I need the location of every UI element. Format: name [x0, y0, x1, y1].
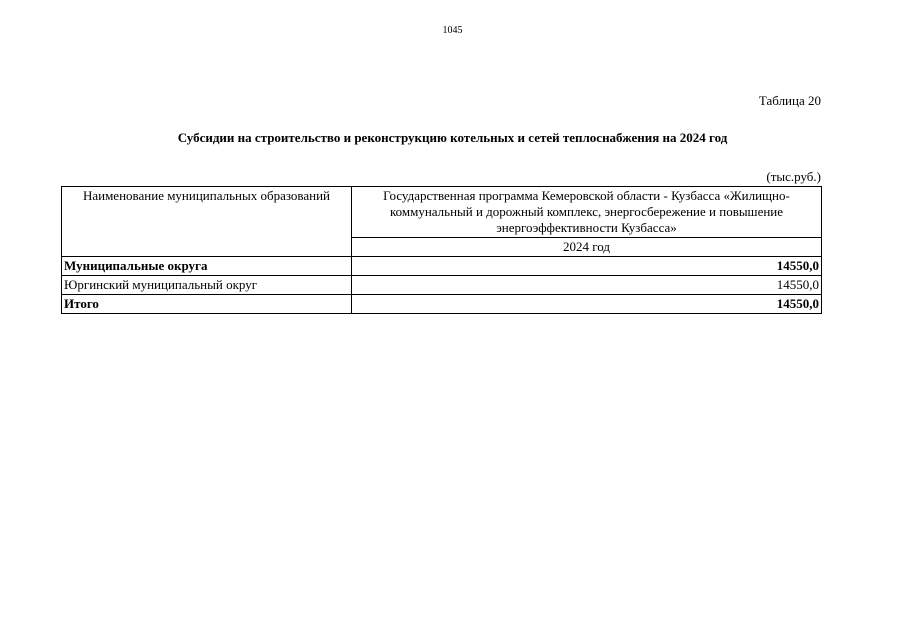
- table-row: [62, 257, 822, 276]
- table-row: [62, 295, 822, 314]
- table-header-row: [62, 187, 822, 238]
- subsidy-table: [61, 186, 822, 314]
- header-year-cell: 2024 год: [352, 238, 822, 257]
- units-label: (тыс.руб.): [766, 169, 821, 184]
- page-number: 1045: [442, 25, 463, 36]
- row-name-cell: Муниципальные округа: [62, 257, 352, 276]
- table-label: Таблица 20: [758, 93, 821, 108]
- header-program-cell: Государственная программа Кемеровской области - Кузбасса «Жилищно-коммунальный и дорожный комплекс, энергосбережение и повышение энергоэффективности Кузбасса»: [352, 187, 822, 238]
- table-row: [62, 276, 822, 295]
- header-name-cell: Наименование муниципальных образований: [62, 187, 352, 257]
- row-value-cell: 14550,0: [352, 276, 822, 295]
- document-title: Субсидии на строительство и реконструкцию котельных и сетей теплоснабжения на 2024 год: [177, 130, 728, 145]
- row-name-cell: Итого: [62, 295, 352, 314]
- row-name-cell: Юргинский муниципальный округ: [62, 276, 352, 295]
- row-value-cell: 14550,0: [352, 257, 822, 276]
- row-value-cell: 14550,0: [352, 295, 822, 314]
